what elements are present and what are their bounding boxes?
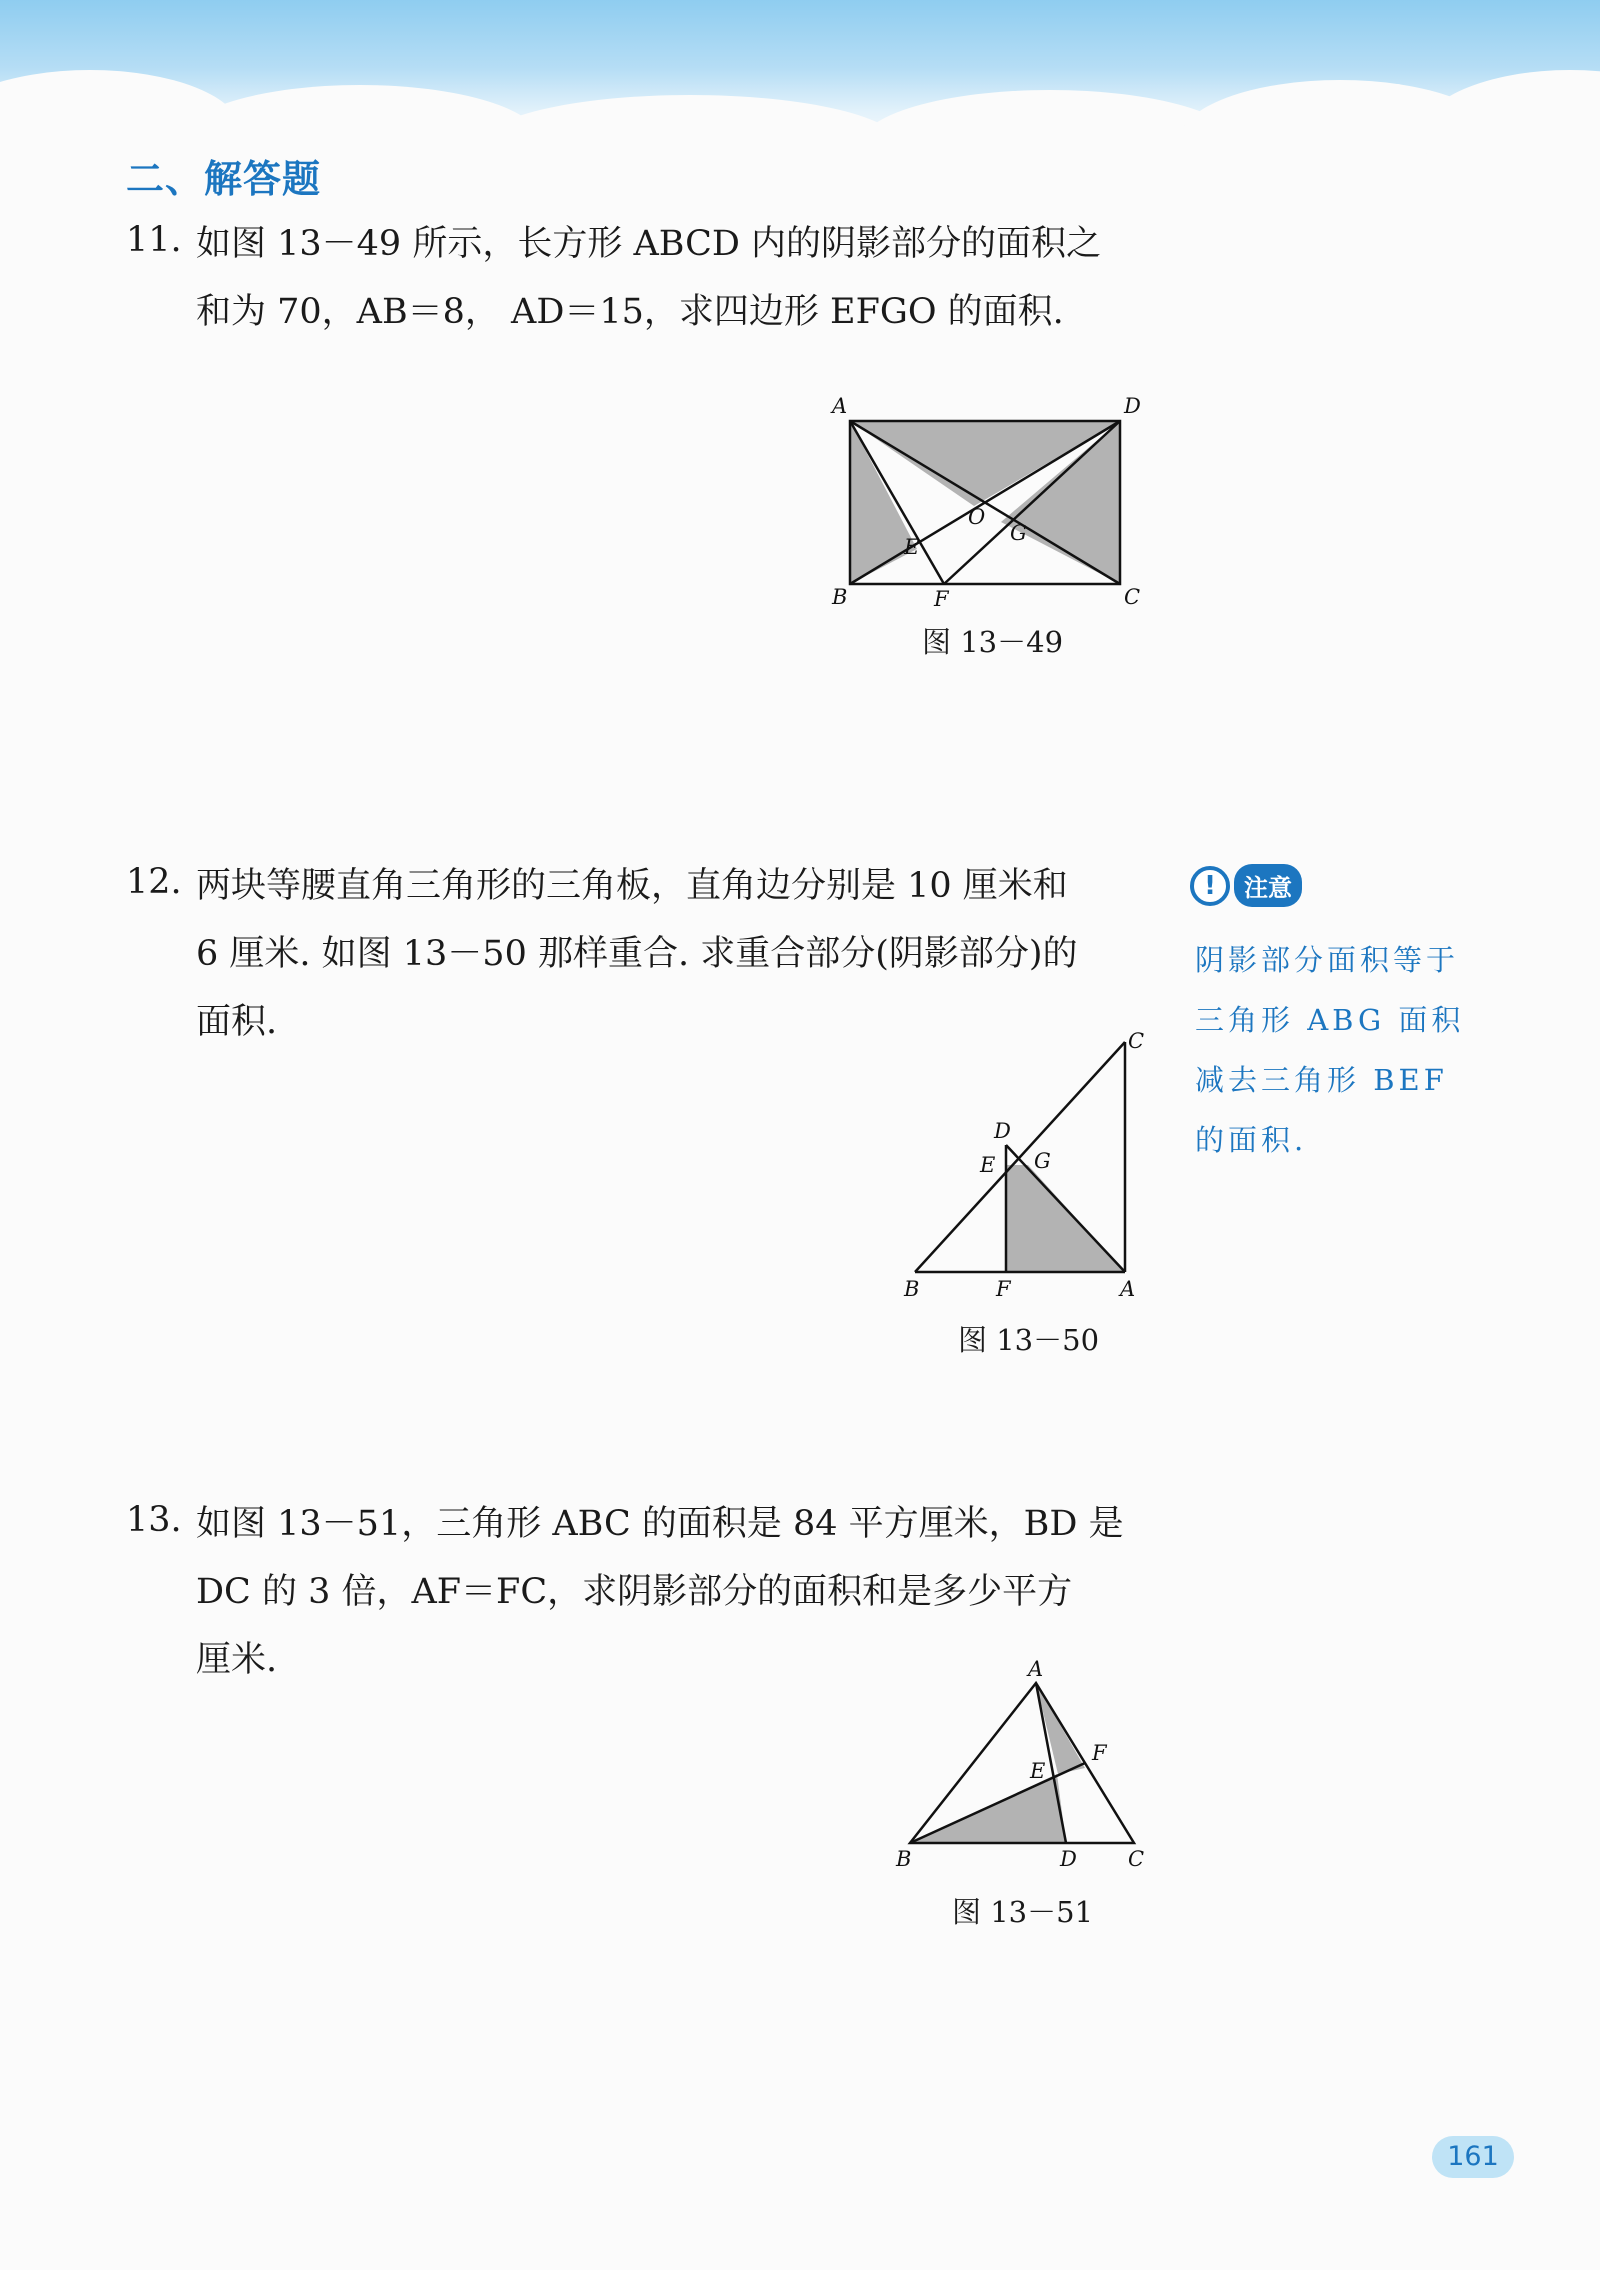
figure-13-50 [880, 1020, 1170, 1320]
section-title: 二、解答题 [126, 157, 322, 201]
note-line-3: 减去三角形 BEF [1195, 1063, 1448, 1097]
question-12-line-3: 面积. [196, 1002, 278, 1042]
caption-13-50: 图 13－50 [958, 1323, 1100, 1357]
label-b: B [904, 1277, 920, 1301]
caption-13-51: 图 13－51 [952, 1895, 1094, 1929]
note-line-4: 的面积. [1195, 1123, 1308, 1157]
label-e: E [1030, 1759, 1046, 1783]
label-a: A [832, 394, 848, 418]
note-label: 注意 [1234, 864, 1302, 907]
figure-13-51 [880, 1660, 1170, 1870]
shaded-quadrilateral-bfeg [1006, 1165, 1125, 1272]
question-11-line-2: 和为 70，AB＝8， AD＝15，求四边形 EFGO 的面积. [196, 292, 1064, 332]
label-f: F [934, 587, 949, 610]
label-e: E [980, 1153, 996, 1177]
note-header [1190, 864, 1302, 907]
label-e: E [904, 535, 920, 559]
label-f: F [1092, 1741, 1107, 1765]
question-11-number: 11. [126, 220, 182, 260]
label-b: B [832, 585, 848, 609]
question-12-number: 12. [126, 862, 182, 902]
label-d: D [994, 1119, 1011, 1143]
header-sky-banner [0, 0, 1600, 150]
question-12-line-2: 6 厘米. 如图 13－50 那样重合. 求重合部分(阴影部分)的 [196, 934, 1078, 974]
label-b: B [896, 1847, 912, 1870]
label-a: A [1120, 1277, 1136, 1301]
label-g: G [1034, 1149, 1051, 1173]
question-12-line-1: 两块等腰直角三角形的三角板，直角边分别是 10 厘米和 [196, 866, 1068, 906]
page-number-badge: 161 [1432, 2136, 1514, 2178]
label-c: C [1124, 585, 1141, 609]
label-c: C [1128, 1029, 1145, 1053]
exclamation-icon: ! [1190, 866, 1230, 906]
caption-13-49: 图 13－49 [922, 625, 1064, 659]
question-13-line-1: 如图 13－51，三角形 ABC 的面积是 84 平方厘米，BD 是 [196, 1504, 1124, 1544]
label-d: D [1060, 1847, 1077, 1870]
question-13-line-2: DC 的 3 倍，AF＝FC，求阴影部分的面积和是多少平方 [196, 1572, 1073, 1612]
label-g: G [1010, 521, 1027, 545]
question-13-line-3: 厘米. [196, 1640, 278, 1680]
question-11-line-1: 如图 13－49 所示，长方形 ABCD 内的阴影部分的面积之 [196, 224, 1102, 264]
label-d: D [1124, 394, 1141, 418]
figure-13-49 [820, 390, 1160, 610]
note-text [1195, 930, 1475, 1170]
label-c: C [1128, 1847, 1145, 1870]
question-13-number: 13. [126, 1500, 182, 1540]
label-a: A [1028, 1660, 1044, 1681]
label-o: O [968, 505, 986, 529]
question-11-text [196, 210, 1101, 346]
note-line-2: 三角形 ABG 面积 [1195, 1003, 1465, 1037]
note-line-1: 阴影部分面积等于 [1195, 943, 1460, 977]
label-f: F [996, 1277, 1011, 1301]
